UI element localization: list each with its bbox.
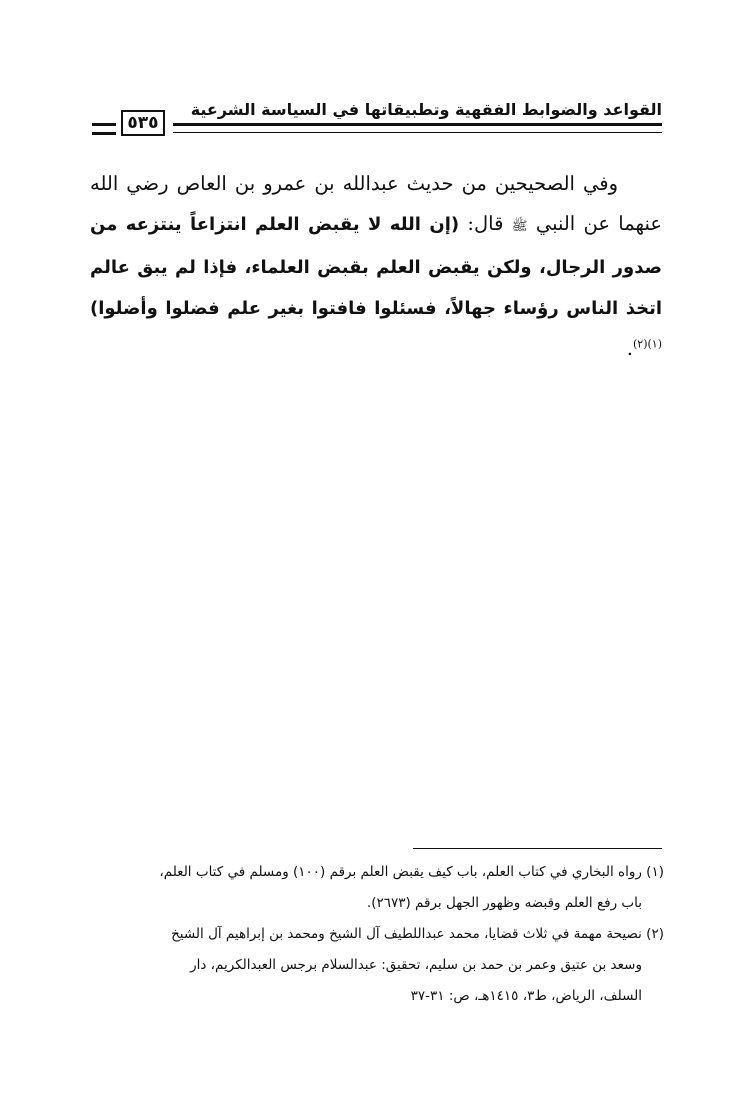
main-paragraph (90, 164, 662, 369)
footnote-ref-1: (١) (647, 337, 662, 351)
header-rule (173, 123, 662, 133)
page-number: ٥٣٥ (121, 110, 165, 136)
intro-text: وفي الصحيحين من حديث عبدالله بن عمرو بن العاص رضي الله عنهما عن النبي (90, 172, 663, 235)
footnote-2-line-1: (٢) نصيحة مهمة في ثلاث قضايا، محمد عبداللطيف آل الشيخ ومحمد بن إبراهيم آل الشيخ (171, 926, 664, 942)
footnote-1-line-2: باب رفع العلم وقبضه وظهور الجهل برقم (٢٦٧٣). (366, 895, 642, 911)
footnote-2-line-2: وسعد بن عتيق وعمر بن حمد بن سليم، تحقيق: عبدالسلام برجس العبدالكريم، دار (190, 957, 642, 973)
footnote-1-line-1: (١) رواه البخاري في كتاب العلم، باب كيف يقبض العلم برقم (١٠٠) ومسلم في كتاب العلم، (159, 864, 664, 880)
footnote-separator (413, 848, 662, 849)
said-text: قال: (459, 212, 504, 235)
hadith-quote: (إن الله لا يقبض العلم انتزاعاً ينتزعه من صدور الرجال، ولكن يقبض العلم بقبض العلماء، فإذا لم يبق عالم اتخذ الناس رؤساء جهالاً، فسئلوا فافتوا بغير علم فضلوا وأضلوا) (90, 214, 662, 319)
footnote-ref-2: (٢) (632, 337, 648, 351)
end-period: . (626, 337, 633, 360)
footnote-2-line-3: السلف، الرياض، ط٣، ١٤١٥هـ، ص: ٣١-٣٧ (410, 988, 642, 1004)
honorific-glyph: ﷺ (511, 219, 528, 234)
header-rule-left (92, 123, 116, 135)
main-text (90, 164, 662, 369)
running-title: القواعد والضوابط الفقهية وتطبيقاتها في السياسة الشرعية (190, 100, 662, 119)
footnotes (84, 857, 664, 1012)
